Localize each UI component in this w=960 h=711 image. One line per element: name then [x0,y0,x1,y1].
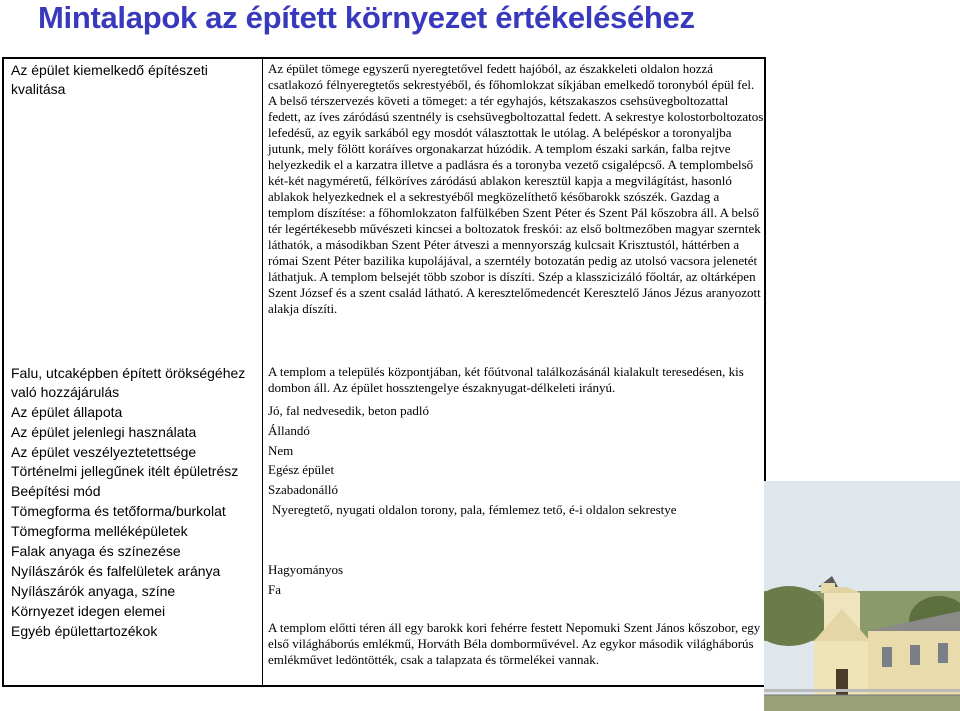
row-label-other-accessories: Egyéb épülettartozékok [11,623,158,639]
row-value-other-accessories: A templom előtti téren áll egy barokk kori fehérre festett Nepomuki Szent János kőszobor, egy első világháborús emlékmű, Horváth Béla domborművével. Az egykor második világháborús emlékművet ledöntötték, csak a talapzata és törmelékei vannak. [268,620,761,667]
church-photo [764,481,960,711]
row-value-condition: Jó, fal nedvesedik, beton padló [268,403,430,418]
row-label-streetscape-contribution: Falu, utcaképben épített örökségéhez való hozzájárulás [11,365,246,400]
row-value-building-layout: Szabadonálló [268,482,339,497]
row-value-current-use: Állandó [268,423,310,438]
row-value-historic-part: Egész épület [268,462,335,477]
row-label-historic-part: Történelmi jellegűnek itélt épületrész [11,463,239,479]
row-label-opening-material: Nyílászárók anyaga, színe [11,583,176,599]
row-label-current-use: Az épület jelenlegi használata [11,424,197,440]
row-value-architectural-quality: Az épület tömege egyszerű nyeregtetővel fedett hajóból, az északkeleti oldalon hozzá csatlakozó félnyeregtetős sekrestyéből, és főhomlokzat síkjában emelkedő toronyból épül fel. A belső térszervezés követi a tömeget: a tér egyhajós, kétszakaszos csehsüvegboltozattal fedett, az íves záródású szentnély is csehsüvegboltozattal fedett. A sekrestye kolostorboltozatos lefedésű, az egyik sarkából egy mosdót választottak le utólag. A belépéskor a toronyaljba jutunk, mely fölött koráíves orgonakarzat húzódik. A templom északi sarkán, falba rejtve helyezkedik el a karzatra illetve a padlásra és a toronyba vezető csigalépcső. A templombelső két-két nagyméretű, félköríves záródású ablakon keresztül kapja a megvilágítást, hasonló ablakok helyezkednek el a sekrestyéből megközelíthető későbarokk szószék. Gazdag a templom díszítése: a főhomlokzaton falfülkében Szent Péter és Szent Pál kőszobra áll. A belső tér legértékesebb művészeti kincsei a boltozatok freskói: az első boltmezőben magyar szerntek láthatók, a másodikban Szent Péter átveszi a mennyország kulcsait Krisztustól, háttérben a római Szent Péter bazilika kupolájával, a szerntély botozatán pedig az utolsó vacsora jelenetét láthatjuk. A templom belsejét több szobor is díszíti. Szép a klasszicizáló főoltár, az oltárképen Szent József és a szent család látható. A keresztelőmedencét Keresztelő János Jézus aranyozott alakja díszíti. [268,61,764,316]
row-label-outbuildings: Tömegforma melléképületek [11,523,188,539]
row-label-mass-roof: Tömegforma és tetőforma/burkolat [11,503,226,519]
row-value-mass-roof: Nyeregtető, nyugati oldalon torony, pala, fémlemez tető, é-i oldalon sekrestye [272,502,677,517]
column-divider [262,59,263,685]
evaluation-table [2,57,766,687]
row-label-architectural-quality: Az épület kiemelkedő építészeti kvalitása [11,62,208,97]
row-label-condition: Az épület állapota [11,404,123,420]
row-label-endangerment: Az épület veszélyeztetettsége [11,444,197,460]
page-title: Mintalapok az épített környezet értékeléséhez [38,0,695,35]
row-value-opening-material: Fa [268,582,281,597]
row-value-opening-ratio: Hagyományos [268,562,344,577]
row-value-streetscape-contribution: A templom a település központjában, két főútvonal találkozásánál kialakult teresedésen, kis dombon áll. Az épület hossztengelye északnyugat-délkeleti irányú. [268,364,744,395]
row-value-endangerment: Nem [268,443,294,458]
row-label-walls: Falak anyaga és színezése [11,543,181,559]
row-label-opening-ratio: Nyílászárók és falfelületek aránya [11,563,221,579]
row-label-foreign-elements: Környezet idegen elemei [11,603,166,619]
row-label-building-layout: Beépítési mód [11,483,101,499]
